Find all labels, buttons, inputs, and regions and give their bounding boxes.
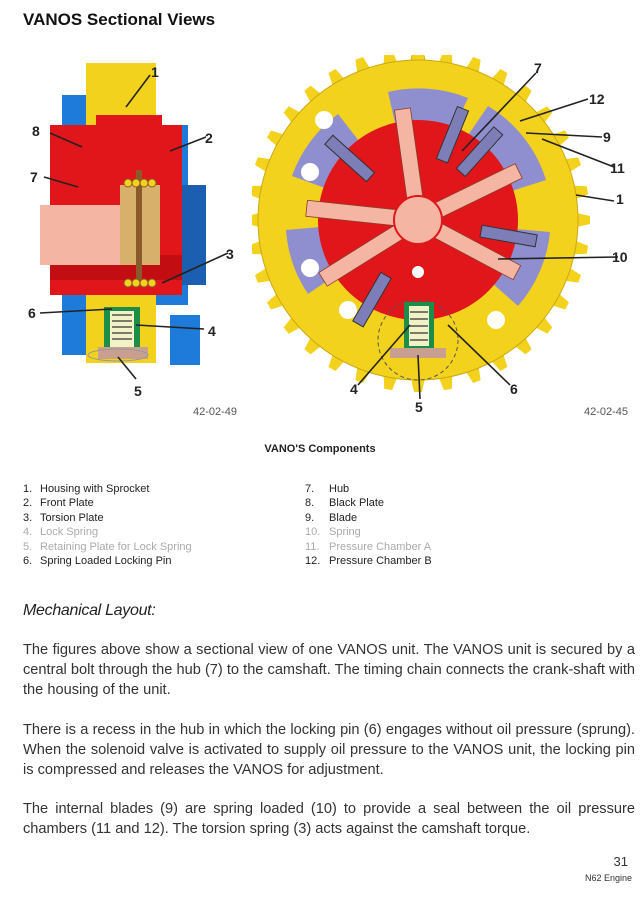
page-title: VANOS Sectional Views <box>23 10 216 29</box>
components-list-right <box>305 482 432 568</box>
left-label-3: 3 <box>226 246 234 262</box>
component-item: 8. Black Plate <box>305 497 385 510</box>
left-label-7: 7 <box>30 169 38 185</box>
paragraph-1: The figures above show a sectional view of one VANOS unit. The VANOS unit is secured by a central bolt through the hub (7) to the camshaft. The timing chain connects the crank-shaft with the housing of the unit. <box>23 642 635 698</box>
paragraph-2: There is a recess in the hub in which the locking pin (6) engages without oil pressure (sprung). When the solenoid valve is activated to supply oil pressure to the VANOS unit, the locking pin is compressed and releases the VANOS for adjustment. <box>23 722 635 778</box>
component-item: 4. Lock Spring <box>23 526 99 539</box>
right-label-5: 5 <box>415 399 423 415</box>
left-label-5: 5 <box>134 383 142 399</box>
component-item: 6. Spring Loaded Locking Pin <box>23 555 172 568</box>
right-label-12: 12 <box>589 91 605 107</box>
components-list-left <box>23 482 192 568</box>
left-label-2: 2 <box>205 130 213 146</box>
right-label-9: 9 <box>603 129 611 145</box>
right-label-6: 6 <box>510 381 518 397</box>
component-item: 3. Torsion Plate <box>23 511 104 524</box>
component-item: 10. Spring <box>305 526 361 539</box>
right-label-11: 11 <box>610 160 625 176</box>
left-label-4: 4 <box>208 323 216 339</box>
component-item: 5. Retaining Plate for Lock Spring <box>23 540 192 553</box>
component-item: 11. Pressure Chamber A <box>305 540 432 553</box>
component-item: 9. Blade <box>305 511 358 524</box>
right-label-4: 4 <box>350 381 358 397</box>
left-label-6: 6 <box>28 305 36 321</box>
right-label-10: 10 <box>612 249 628 265</box>
components-heading: VANO'S Components <box>264 443 376 455</box>
right-figure-code: 42-02-45 <box>584 406 629 418</box>
left-label-1: 1 <box>151 64 159 80</box>
vanos-front-section-figure <box>252 55 640 420</box>
footer-engine: N62 Engine <box>584 873 632 883</box>
page-number: 31 <box>613 854 628 869</box>
right-label-1: 1 <box>616 191 624 207</box>
paragraph-3: The internal blades (9) are spring loaded (10) to provide a seal between the oil pressure chambers (11 and 12). The torsion spring (3) acts against the camshaft torque. <box>23 801 635 837</box>
component-item: 1. Housing with Sprocket <box>23 483 150 495</box>
component-item: 7. Hub <box>305 483 350 495</box>
component-item: 12. Pressure Chamber B <box>305 555 432 568</box>
left-label-8: 8 <box>32 123 40 139</box>
left-figure-code: 42-02-49 <box>193 406 238 418</box>
vanos-side-section-figure <box>20 55 250 405</box>
component-item: 2. Front Plate <box>23 497 94 510</box>
right-label-7: 7 <box>534 60 542 76</box>
section-heading: Mechanical Layout: <box>23 602 156 619</box>
